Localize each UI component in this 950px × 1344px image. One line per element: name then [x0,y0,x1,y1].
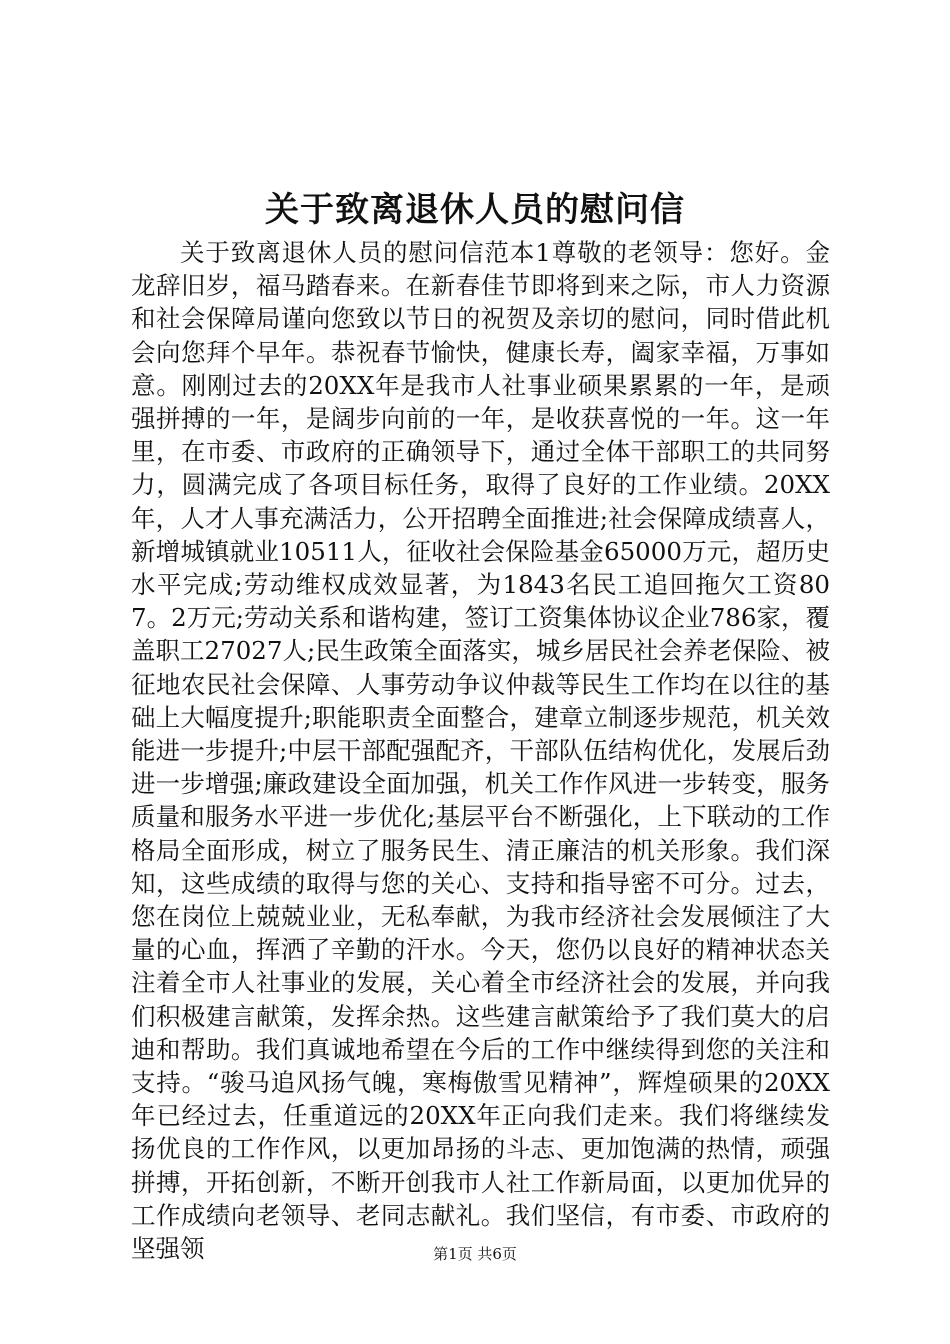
document-body: 关于致离退休人员的慰问信范本1尊敬的老领导：您好。金龙辞旧岁，福马踏春来。在新春佳节即将到来之际，市人力资源和社会保障局谨向您致以节日的祝贺及亲切的慰问，同时借此机会向您拜个早年。恭祝春节愉快，健康长寿，阖家幸福，万事如意。刚刚过去的20XX年是我市人社事业硕果累累的一年，是顽强拼搏的一年，是阔步向前的一年，是收获喜悦的一年。这一年里，在市委、市政府的正确领导下，通过全体干部职工的共同努力，圆满完成了各项目标任务，取得了良好的工作业绩。20XX年，人才人事充满活力，公开招聘全面推进;社会保障成绩喜人，新增城镇就业10511人，征收社会保险基金65000万元，超历史水平完成;劳动维权成效显著，为1843名民工追回拖欠工资807。2万元;劳动关系和谐构建，签订工资集体协议企业786家，覆盖职工27027人;民生政策全面落实，城乡居民社会养老保险、被征地农民社会保障、人事劳动争议仲裁等民生工作均在以往的基础上大幅度提升;职能职责全面整合，建章立制逐步规范，机关效能进一步提升;中层干部配强配齐，干部队伍结构优化，发展后劲进一步增强;廉政建设全面加强，机关工作作风进一步转变，服务质量和服务水平进一步优化;基层平台不断强化，上下联动的工作格局全面形成，树立了服务民生、清正廉洁的机关形象。我们深知，这些成绩的取得与您的关心、支持和指导密不可分。过去，您在岗位上兢兢业业，无私奉献，为我市经济社会发展倾注了大量的心血，挥洒了辛勤的汗水。今天，您仍以良好的精神状态关注着全市人社事业的发展，关心着全市经济社会的发展，并向我们积极建言献策，发挥余热。这些建言献策给予了我们莫大的启迪和帮助。我们真诚地希望在今后的工作中继续得到您的关注和支持。“骏马追风扬气魄，寒梅傲雪见精神”，辉煌硕果的20XX年已经过去，任重道远的20XX年正向我们走来。我们将继续发扬优良的工作作风，以更加昂扬的斗志、更加饱满的热情，顽强拼搏，开拓创新，不断开创我市人社工作新局面，以更加优异的工作成绩向老领导、老同志献礼。我们坚信，有市委、市政府的坚强领 [131,238,830,1264]
page-footer: 第1页 共6页 [433,1245,517,1263]
document-title: 关于致离退休人员的慰问信 [265,190,685,230]
